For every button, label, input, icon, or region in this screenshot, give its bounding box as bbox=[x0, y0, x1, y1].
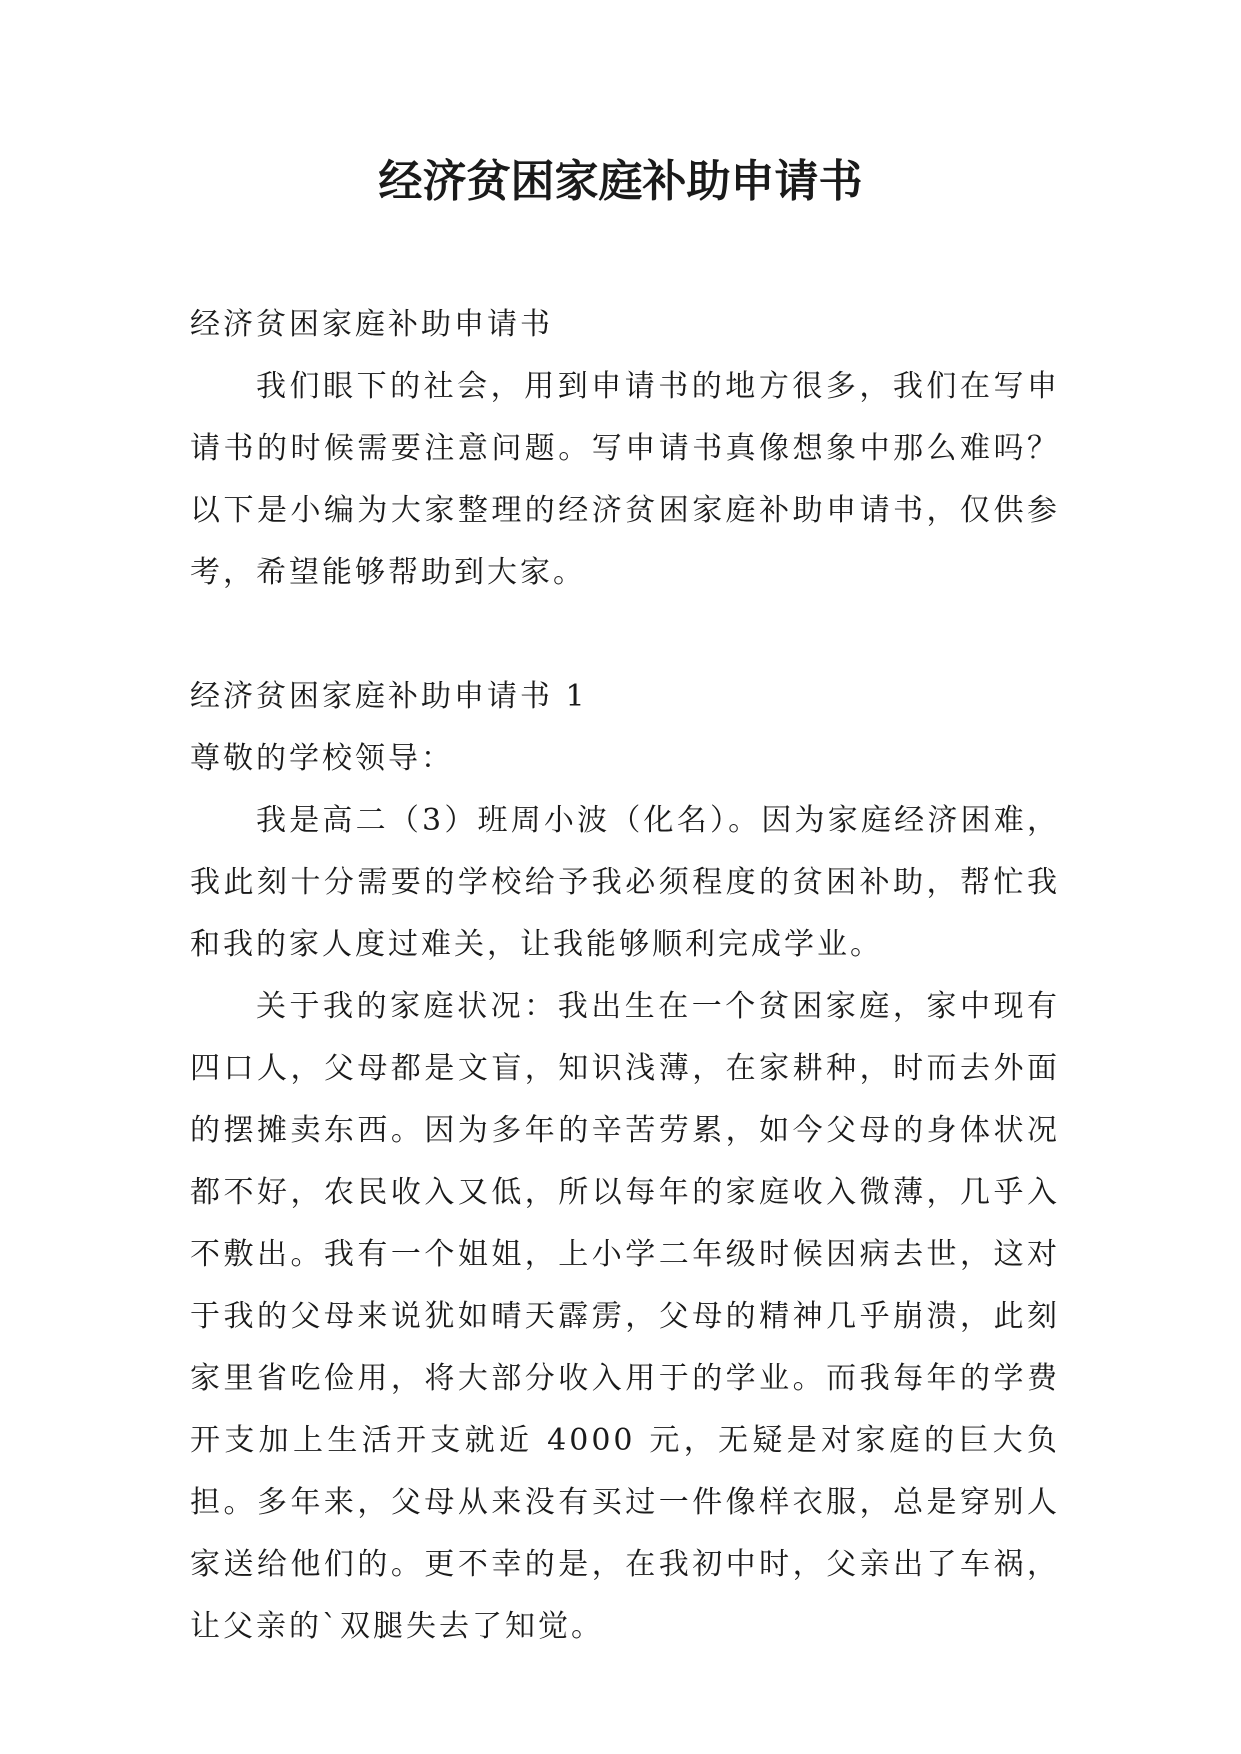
intro-paragraph: 我们眼下的社会，用到申请书的地方很多，我们在写申请书的时候需要注意问题。写申请书真像想象中那么难吗？以下是小编为大家整理的经济贫困家庭补助申请书，仅供参考，希望能够帮助到大家。 bbox=[190, 369, 1060, 590]
salutation: 尊敬的学校领导： bbox=[190, 741, 454, 776]
document-title: 经济贫困家庭补助申请书 bbox=[378, 156, 863, 207]
section-heading: 经济贫困家庭补助申请书 1 bbox=[190, 679, 588, 714]
body-paragraph-2: 关于我的家庭状况：我出生在一个贫困家庭，家中现有四口人，父母都是文盲，知识浅薄，在家耕种，时而去外面的摆摊卖东西。因为多年的辛苦劳累，如今父母的身体状况都不好，农民收入又低，所以每年的家庭收入微薄，几乎入不敷出。我有一个姐姐，上小学二年级时候因病去世，这对于我的父母来说犹如晴天霹雳，父母的精神几乎崩溃，此刻家里省吃俭用，将大部分收入用于的学业。而我每年的学费开支加上生活开支就近 4000 元，无疑是对家庭的巨大负担。多年来，父母从来没有买过一件像样衣服，总是穿别人家送给他们的。更不幸的是，在我初中时，父亲出了车祸，让父亲的`双腿失去了知觉。 bbox=[190, 989, 1060, 1644]
document-body bbox=[190, 294, 1060, 1658]
body-paragraph-1: 我是高二（3）班周小波（化名）。因为家庭经济困难，我此刻十分需要的学校给予我必须程度的贫困补助，帮忙我和我的家人度过难关，让我能够顺利完成学业。 bbox=[190, 803, 1060, 962]
document-subtitle: 经济贫困家庭补助申请书 bbox=[190, 307, 553, 342]
